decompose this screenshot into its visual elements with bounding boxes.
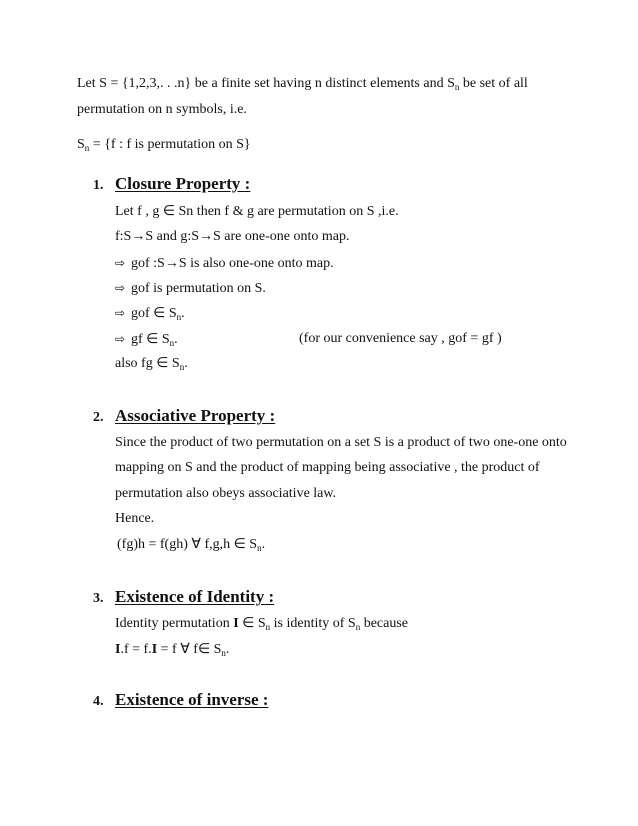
closure-line-4: ⇨ gof is permutation on S.: [115, 281, 266, 296]
closure-line-6: ⇨ gf ∈ $S_n$.: [115, 332, 178, 348]
identity-line-1: Identity permutation I ∈ $S_n$ is identity of $S_n$ because: [115, 616, 409, 632]
associative-line-2: mapping on S and the product of mapping being associative , the product of: [115, 460, 540, 475]
closure-line-7: also fg ∈ $S_n$.: [115, 356, 188, 372]
associative-line-3: permutation also obeys associative law.: [115, 486, 337, 501]
associative-line-1: Since the product of two permutation on a set S is a product of two one-one onto: [115, 435, 567, 450]
intro-line-1: Let S = {1,2,3,. . .n} be a finite set having n distinct elements and $S_n$ be set of all: [77, 76, 528, 92]
closure-line-2: f:S→S and g:S→S are one-one onto map.: [115, 229, 350, 244]
associative-line-4: Hence.: [115, 511, 155, 526]
outline-right-arrow-icon: ⇨: [115, 256, 126, 270]
closure-line-1: Let f , g ∈ Sn then f & g are permutation on S ,i.e.: [115, 204, 399, 219]
heading-closure-property: 1. Closure Property :: [93, 174, 251, 193]
heading-existence-of-inverse: 4. Existence of inverse :: [93, 690, 269, 709]
heading-associative-property: 2. Associative Property :: [93, 406, 276, 425]
outline-right-arrow-icon: ⇨: [115, 281, 126, 295]
heading-existence-of-identity: 3. Existence of Identity :: [93, 587, 275, 606]
intro-line-2: permutation on n symbols, i.e.: [77, 102, 247, 117]
closure-line-3: ⇨ gof :S→S is also one-one onto map.: [115, 256, 334, 271]
outline-right-arrow-icon: ⇨: [115, 332, 126, 346]
identity-formula: I.f = f.I = f ∀ f∈ $S_n$.: [115, 642, 230, 658]
closure-line-5: ⇨ gof ∈ $S_n$.: [115, 306, 185, 322]
outline-right-arrow-icon: ⇨: [115, 306, 126, 320]
associative-law-formula: (fg)h = f(gh) ∀ f,g,h ∈ $S_n$.: [117, 537, 266, 553]
intro-set-definition: $S_n = \{f$ : f is permutation on S}: [77, 137, 251, 153]
closure-convenience-note: (for our convenience say , gof = gf ): [299, 331, 502, 346]
